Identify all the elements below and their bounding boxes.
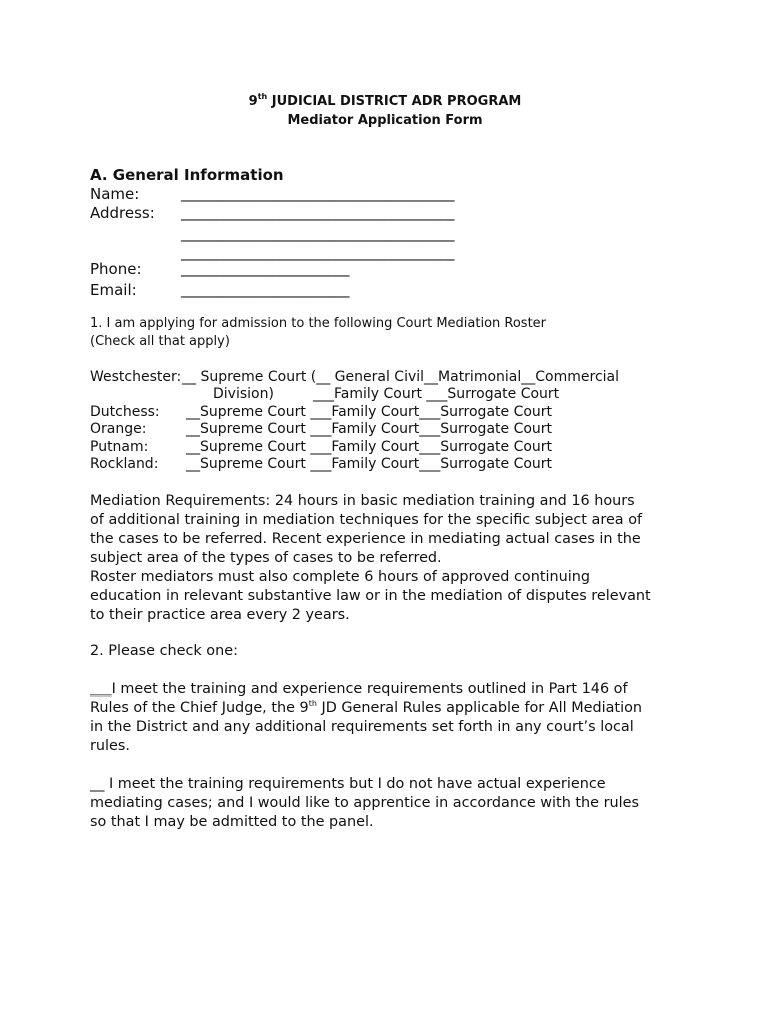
general-information-heading: A. General Information: [90, 166, 284, 184]
question-2-heading: 2. Please check one:: [90, 643, 238, 659]
option-1-text: JD General Rules applicable for All Mediation: [316, 700, 643, 716]
title-number: 9: [248, 94, 258, 109]
name-field[interactable]: _______________________________________: [181, 184, 454, 202]
county-court-options[interactable]: __Supreme Court ___Family Court___Surrogate Court: [186, 421, 553, 437]
requirements-line: of additional training in mediation techniques for the specific subject area of: [90, 512, 643, 528]
form-subtitle: Mediator Application Form: [287, 113, 483, 128]
name-label: Name:: [90, 185, 140, 203]
requirements-paragraph: [90, 492, 651, 625]
email-field[interactable]: ________________________: [181, 280, 349, 298]
requirements-line: Roster mediators must also complete 6 hours of approved continuing: [90, 569, 590, 585]
option-2-paragraph[interactable]: [90, 775, 639, 832]
address-field-line-1[interactable]: _______________________________________: [181, 203, 454, 221]
option-2-text: __ I meet the training requirements but I do not have actual experience: [90, 776, 606, 792]
question-1-note: (Check all that apply): [90, 334, 230, 349]
address-field-line-3[interactable]: _______________________________________: [181, 243, 454, 261]
westchester-division: Division): [213, 386, 274, 402]
requirements-line: to their practice area every 2 years.: [90, 607, 350, 623]
westchester-label: Westchester:: [90, 369, 182, 385]
county-label: Rockland:: [90, 456, 159, 472]
title-superscript: th: [257, 92, 268, 101]
county-court-options[interactable]: __Supreme Court ___Family Court___Surrogate Court: [186, 404, 553, 420]
question-1-text: 1. I am applying for admission to the following Court Mediation Roster: [90, 316, 547, 331]
requirements-line: subject area of the types of cases to be referred.: [90, 550, 442, 566]
option-1-text: I meet the training and experience requirements outlined in Part 146 of: [111, 681, 628, 697]
requirements-line: education in relevant substantive law or in the mediation of disputes relevant: [90, 588, 651, 604]
address-field-line-2[interactable]: _______________________________________: [181, 224, 454, 242]
county-label: Putnam:: [90, 439, 149, 455]
option-1-checkbox-blank[interactable]: ___: [90, 681, 112, 697]
option-1-superscript: th: [308, 699, 317, 708]
address-label: Address:: [90, 204, 155, 222]
requirements-line: the cases to be referred. Recent experience in mediating actual cases in the: [90, 531, 641, 547]
option-2-text: so that I may be admitted to the panel.: [90, 814, 374, 830]
email-label: Email:: [90, 281, 137, 299]
option-1-text: Rules of the Chief Judge, the 9: [90, 700, 309, 716]
requirements-line: Mediation Requirements: 24 hours in basic mediation training and 16 hours: [90, 493, 635, 509]
westchester-options[interactable]: __ Supreme Court (__ General Civil__Matrimonial__Commercial: [182, 369, 619, 385]
phone-label: Phone:: [90, 260, 142, 278]
option-2-text: mediating cases; and I would like to apprentice in accordance with the rules: [90, 795, 639, 811]
county-court-options[interactable]: __Supreme Court ___Family Court___Surrogate Court: [186, 439, 553, 455]
county-label: Dutchess:: [90, 404, 160, 420]
option-1-text: rules.: [90, 738, 130, 754]
title-text: JUDICIAL DISTRICT ADR PROGRAM: [267, 94, 522, 109]
form-title: [0, 94, 770, 109]
phone-field[interactable]: ________________________: [181, 259, 349, 277]
option-1-text: in the District and any additional requirements set forth in any court’s local: [90, 719, 634, 735]
westchester-family-surrogate[interactable]: ___Family Court ___Surrogate Court: [313, 386, 560, 402]
county-court-options[interactable]: __Supreme Court ___Family Court___Surrogate Court: [186, 456, 553, 472]
county-label: Orange:: [90, 421, 147, 437]
option-1-paragraph: [90, 680, 642, 756]
